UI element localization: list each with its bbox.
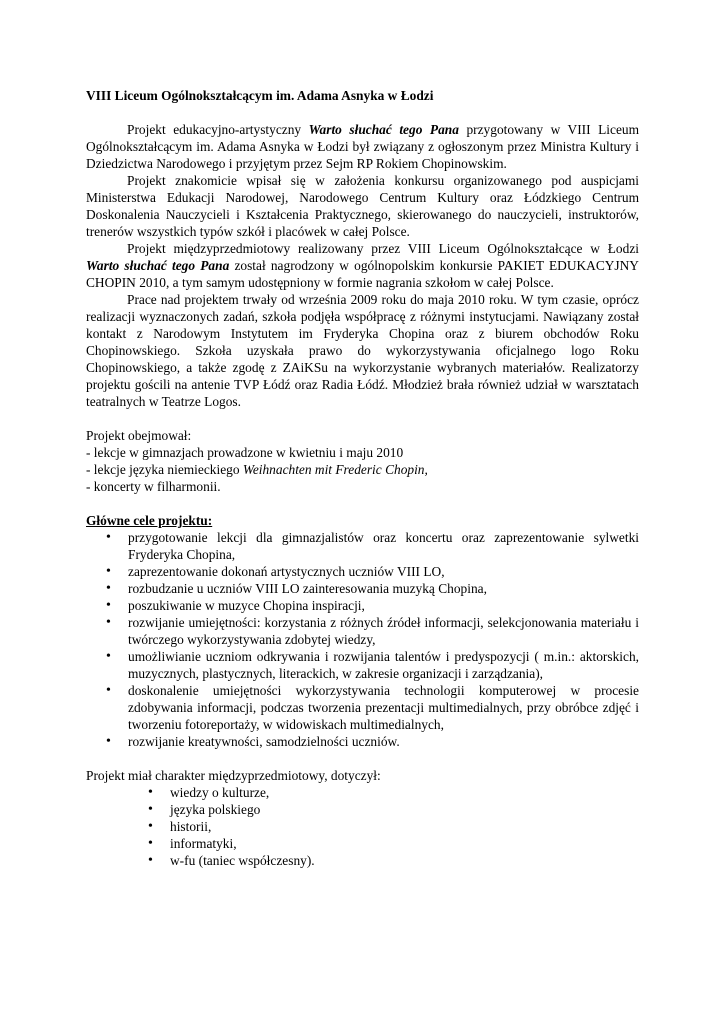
includes-item-lessons: - lekcje w gimnazjach prowadzone w kwietniu i maju 2010 — [86, 445, 404, 460]
paragraph-award — [86, 240, 639, 291]
list-item: • przygotowanie lekcji dla gimnazjalistów oraz koncertu oraz zaprezentowanie sylwetki Fryderyka Chopina, — [86, 529, 639, 563]
includes-german-title: Weihnachten mit Frederic Chopin, — [242, 462, 428, 477]
document-page — [86, 87, 639, 869]
character-title: Projekt miał charakter międzyprzedmiotowy, dotyczył: — [86, 768, 381, 783]
list-item: • zaprezentowanie dokonań artystycznych uczniów VIII LO, — [86, 563, 639, 580]
list-item: • poszukiwanie w muzyce Chopina inspiracji, — [86, 597, 639, 614]
list-item: • w-fu (taniec współczesny). — [86, 852, 639, 869]
paragraph-contest: Projekt znakomicie wpisał się w założenia konkursu organizowanego pod auspicjami Ministerstwa Edukacji Narodowej, Narodowego Centrum Kultury oraz Łódzkiego Centrum Doskonalenia Nauczycieli i Kształcenia Praktycznego, skierowanego do nauczycieli, instruktorów, trenerów wszystkich typów szkół i placówek w całej Polsce. — [86, 173, 639, 239]
includes-item-german — [86, 461, 639, 478]
spacer — [86, 410, 639, 427]
list-item: • historii, — [86, 818, 639, 835]
subjects-list — [86, 784, 639, 869]
list-item: • doskonalenie umiejętności wykorzystywania technologii komputerowej w procesie zdobywania informacji, podczas tworzenia prezentacji multimedialnych, przy obróbce zdjęć i tworzeniu fotoreportaży, w widowiskach multimedialnych, — [86, 682, 639, 733]
award-text-before: Projekt międzyprzedmiotowy realizowany przez VIII Liceum Ogólnokształcące w Łodzi — [127, 241, 639, 256]
list-item: • wiedzy o kulturze, — [86, 784, 639, 801]
list-item: • rozbudzanie u uczniów VIII LO zainteresowania muzyką Chopina, — [86, 580, 639, 597]
document-heading: VIII Liceum Ogólnokształcącym im. Adama Asnyka w Łodzi — [86, 88, 434, 103]
list-item: • rozwijanie kreatywności, samodzielności uczniów. — [86, 733, 639, 750]
list-item: • informatyki, — [86, 835, 639, 852]
goals-title: Główne cele projektu: — [86, 513, 213, 528]
list-item: • umożliwianie uczniom odkrywania i rozwijania talentów i predyspozycji ( m.in.: aktorskich, muzycznych, plastycznych, literackich, w zakresie organizacji i zarządzania), — [86, 648, 639, 682]
includes-item-concerts: - koncerty w filharmonii. — [86, 479, 221, 494]
spacer — [86, 750, 639, 767]
intro-text-before: Projekt edukacyjno-artystyczny — [127, 122, 309, 137]
intro-text-after: przygotowany w VIII Liceum Ogólnokształcącym im. Adama Asnyka w Łodzi był związany z ogłoszonym przez Ministra Kultury i Dziedzictwa Narodowego i przyjętym przez Sejm RP Rokiem Chopinowskim. — [86, 122, 640, 171]
list-item: • rozwijanie umiejętności: korzystania z różnych źródeł informacji, selekcjonowania materiału i twórczego wykorzystywania zdobytej wiedzy, — [86, 614, 639, 648]
goals-list — [86, 529, 639, 750]
award-text-after: został nagrodzony w ogólnopolskim konkursie PAKIET EDUKACYJNY CHOPIN 2010, a tym samym udostępniony w formie nagrania szkołom w całej Polsce. — [86, 258, 639, 290]
includes-german-prefix: - lekcje języka niemieckiego — [86, 462, 243, 477]
project-title: Warto słuchać tego Pana — [308, 122, 459, 137]
paragraph-intro — [86, 121, 639, 172]
project-title-award: Warto słuchać tego Pana — [86, 258, 230, 273]
list-item: • języka polskiego — [86, 801, 639, 818]
includes-title: Projekt obejmował: — [86, 428, 192, 443]
spacer — [86, 495, 639, 512]
paragraph-timeline: Prace nad projektem trwały od września 2009 roku do maja 2010 roku. W tym czasie, oprócz realizacji wyznaczonych zadań, szkoła podjęła współpracę z różnymi instytucjami. Nawiązany został kontakt z Narodowym Instytutem im Fryderyka Chopina oraz z biurem obchodów Roku Chopinowskiego. Szkoła uzyskała prawo do wykorzystywania oficjalnego logo Roku Chopinowskiego, a także zgodę z ZAiKSu na wykorzystanie wybranych materiałów. Realizatorzy projektu gościli na antenie TVP Łódź oraz Radia Łódź. Młodzież brała również udział w warsztatach teatralnych w Teatrze Logos. — [86, 292, 639, 409]
